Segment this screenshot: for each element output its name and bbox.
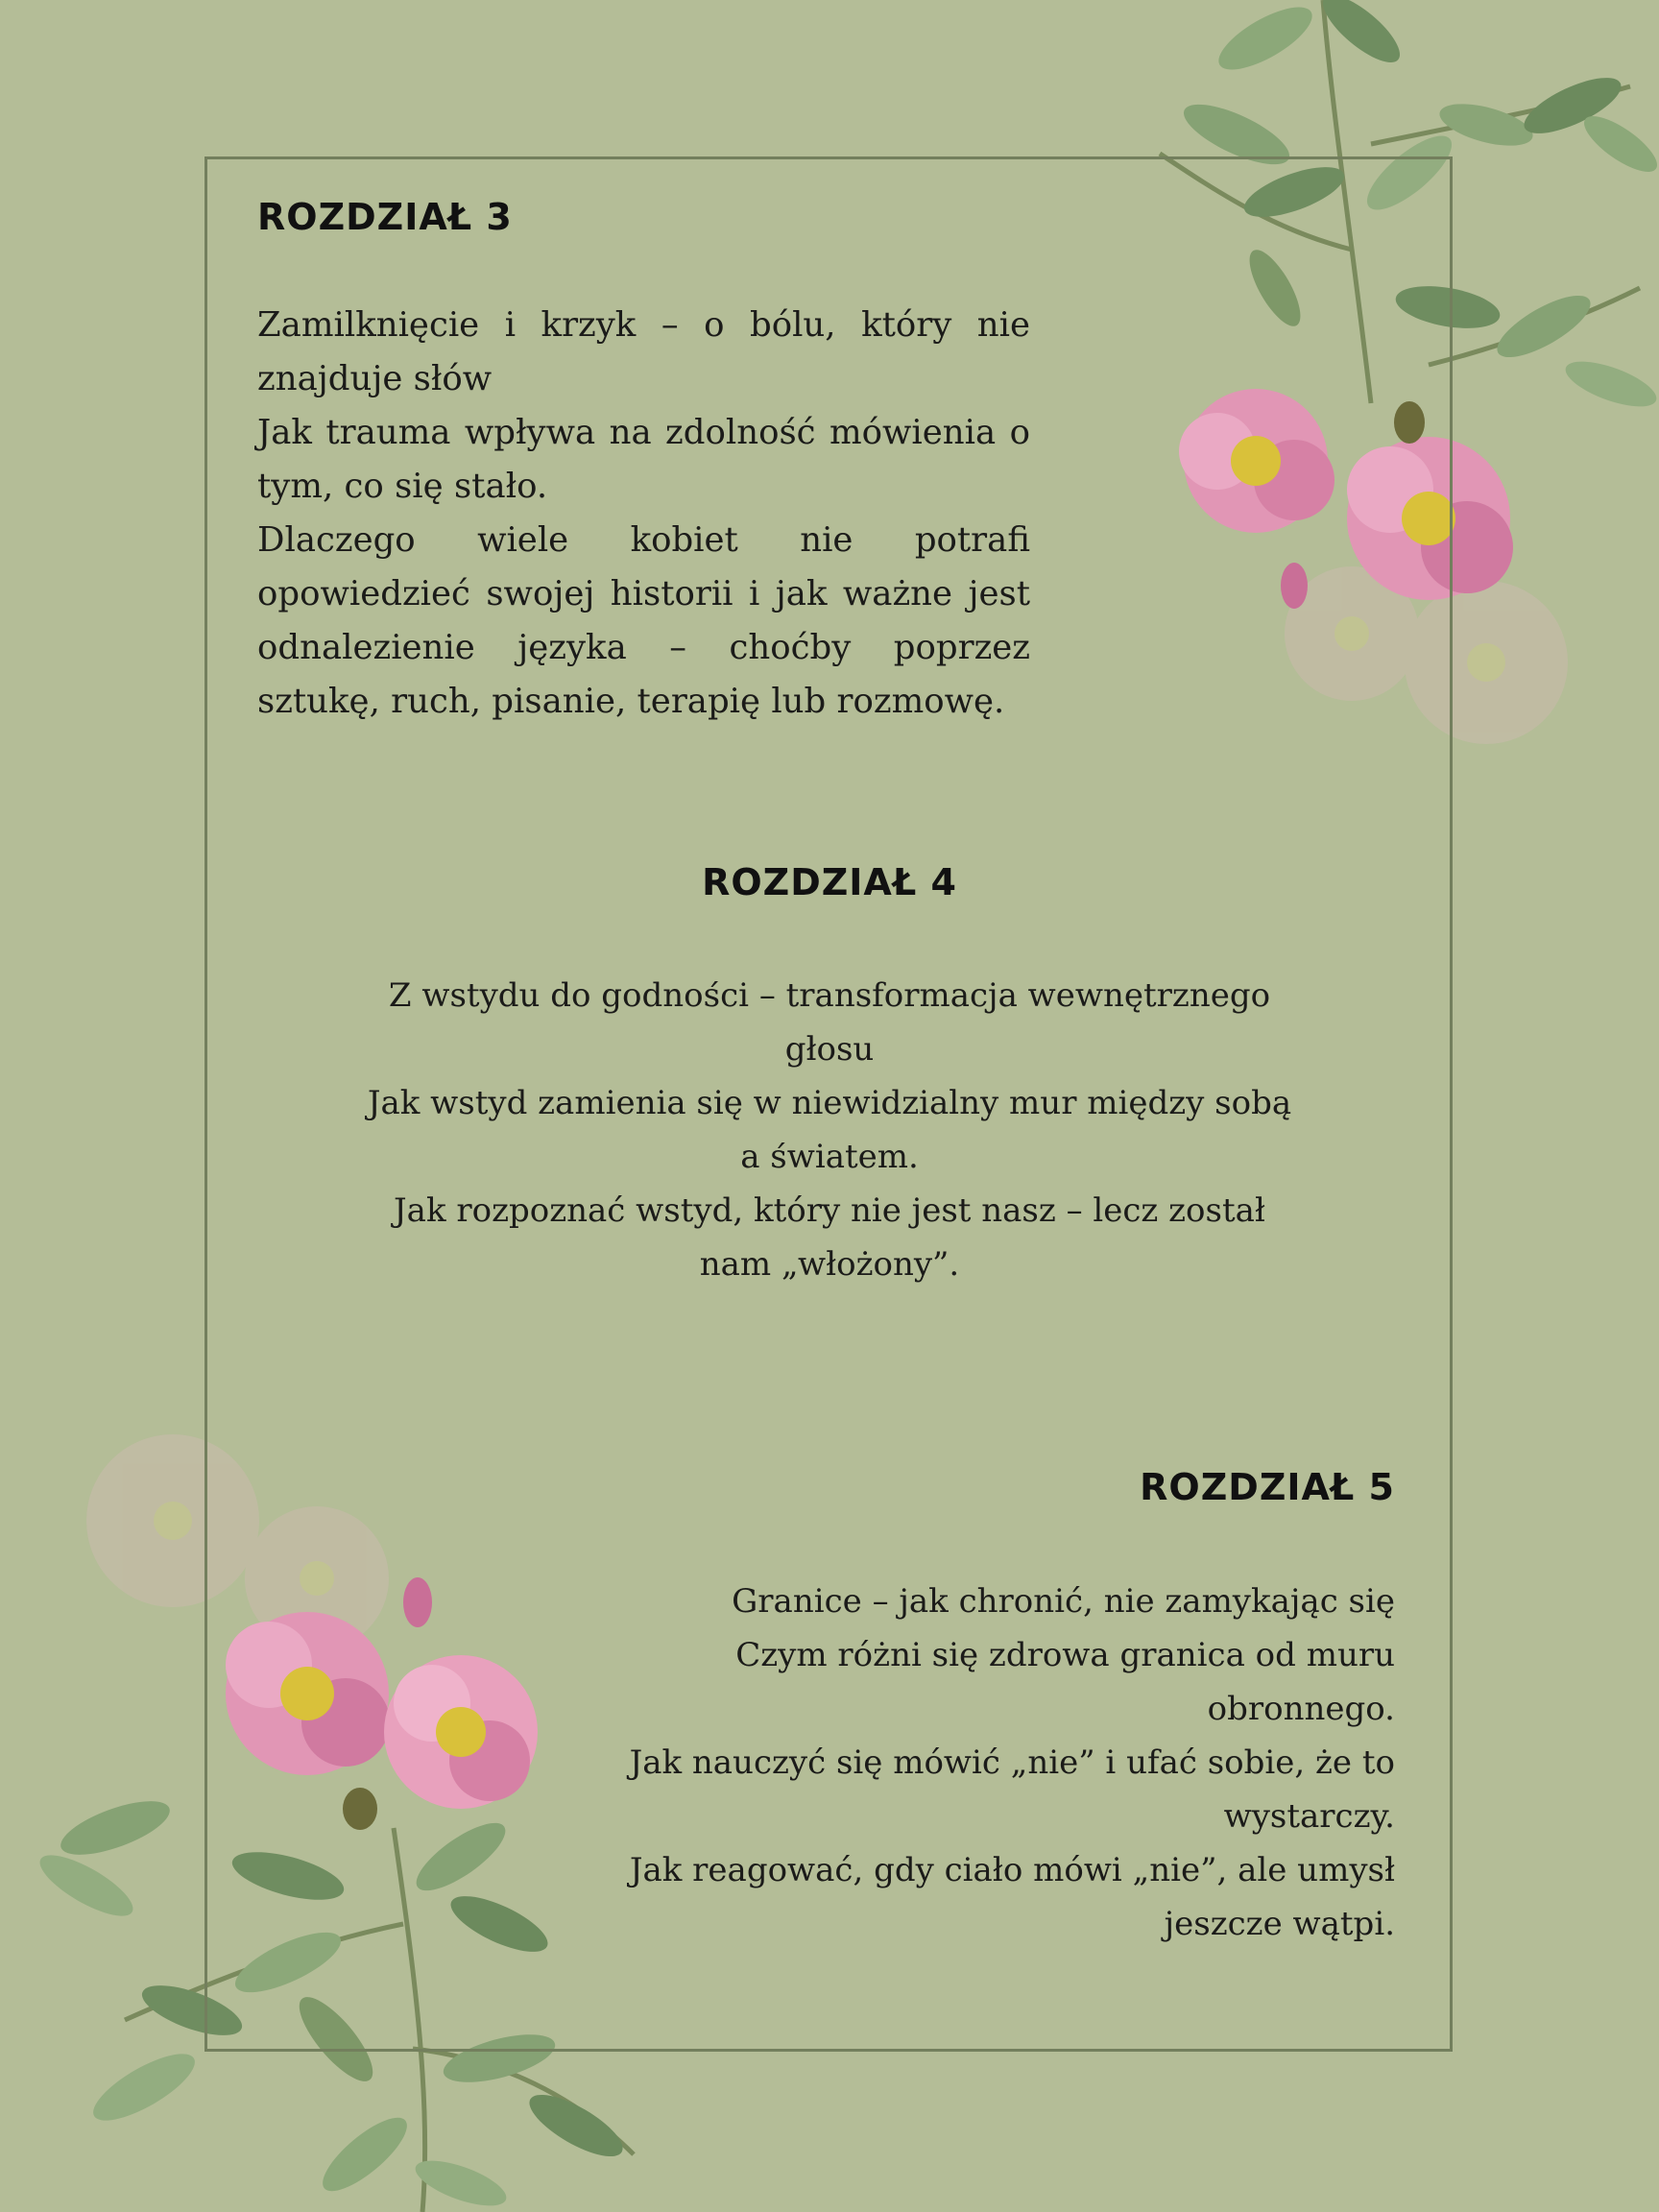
chapter-5-line: Granice – jak chronić, nie zamykając się: [732, 1582, 1395, 1621]
chapter-4-line: Jak rozpoznać wstyd, który nie jest nasz – lecz został nam „włożony”.: [394, 1191, 1265, 1284]
chapter-4-description: [365, 969, 1294, 1291]
chapter-3-line: Zamilknięcie i krzyk – o bólu, który nie znajduje słów: [257, 305, 1030, 398]
chapter-5-line: Czym różni się zdrowa granica od muru obronnego.: [735, 1636, 1395, 1728]
chapter-3-line: Jak trauma wpływa na zdolność mówienia o tym, co się stało.: [257, 413, 1030, 506]
chapter-5-heading: ROZDZIAŁ 5: [1140, 1466, 1395, 1508]
chapter-3-description: [257, 299, 1030, 729]
chapter-5-line: Jak reagować, gdy ciało mówi „nie”, ale umysł jeszcze wątpi.: [629, 1851, 1395, 1943]
chapter-5-description: [550, 1575, 1395, 1951]
chapter-4-heading: ROZDZIAŁ 4: [702, 861, 957, 903]
chapter-4-line: Z wstydu do godności – transformacja wewnętrznego głosu: [388, 976, 1271, 1069]
chapter-4-line: Jak wstyd zamienia się w niewidzialny mur między sobą a światem.: [367, 1084, 1292, 1176]
chapter-5-line: Jak nauczyć się mówić „nie” i ufać sobie, że to wystarczy.: [629, 1743, 1395, 1836]
chapter-3-heading: ROZDZIAŁ 3: [257, 196, 513, 238]
chapter-3-line: Dlaczego wiele kobiet nie potrafi opowiedzieć swojej historii i jak ważne jest odnalezienie języka – choćby poprzez sztukę, ruch, pisanie, terapię lub rozmowę.: [257, 520, 1030, 721]
